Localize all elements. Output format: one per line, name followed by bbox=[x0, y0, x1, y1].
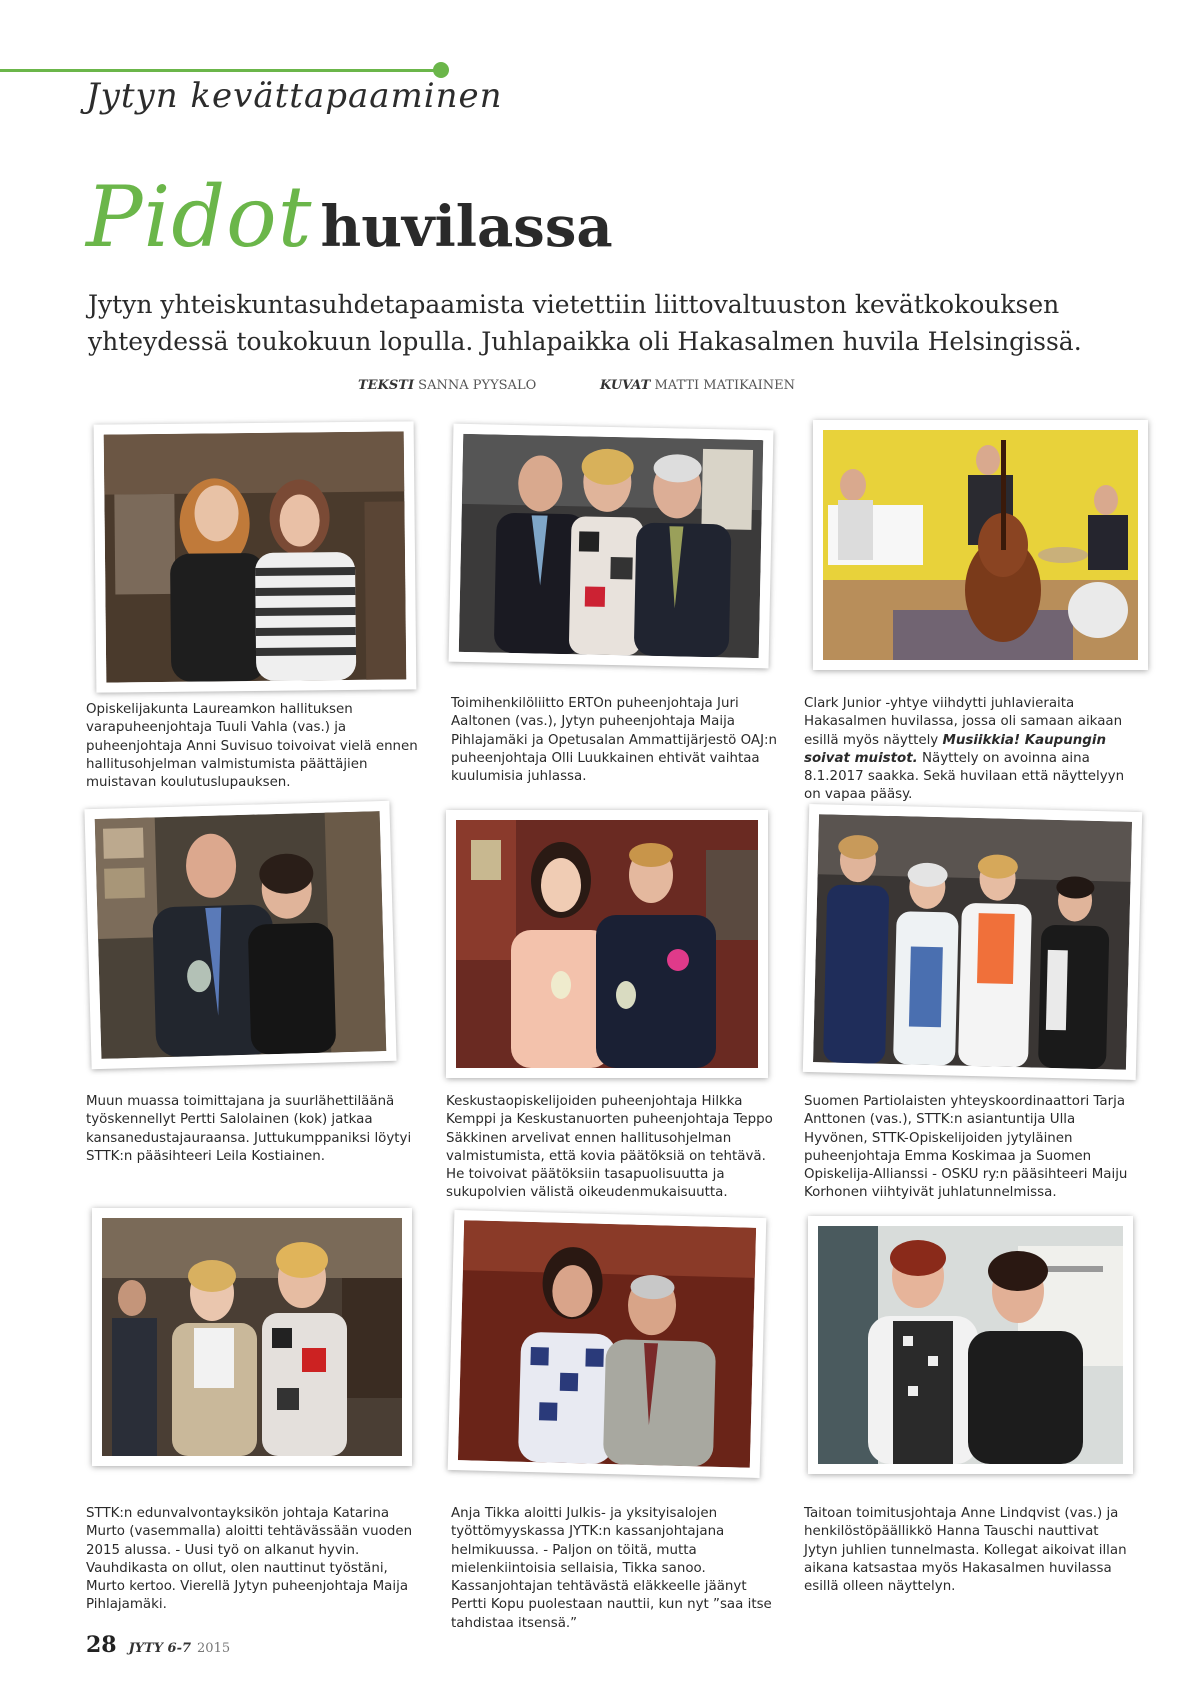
caption-3-exhibition: Musiikkia! Kaupungin soivat muistot. bbox=[804, 732, 1107, 766]
caption-1-text: Opiskelijakunta Laureamkon hallituksen varapuheenjohtaja Tuuli Vahla (vas.) ja puheenjohtaja Anni Suvisuo toivoivat vielä ennen hallitusohjelman valmistumista päättäjien muistavan koulutuslupauksen. bbox=[86, 702, 418, 791]
caption-2-text: Toimihenkilöliitto ERTOn puheenjohtaja Juri Aaltonen (vas.), Jytyn puheenjohtaja Maija Pihlajamäki ja Opetusalan Ammattijärjestö OAJ:n puheenjohtaja Olli Luukkainen ehtivät vaihtaa kuulumisia juhlassa. bbox=[451, 696, 778, 785]
caption-6-text: Suomen Partiolaisten yhteyskoordinaattori Tarja Anttonen (vas.), STTK:n asiantuntija Ulla Hyvönen, STTK-Opiskelijoiden jytyläinen puheenjohtaja Emma Koskimaa ja Suomen Opiskelija-Allianssi - OSKU ry:n pääsihteeri Maiju Korhonen viihtyivät juhlatunnelmissa. bbox=[804, 1094, 1128, 1201]
photo-3-image bbox=[823, 430, 1138, 660]
photo-2-image bbox=[459, 434, 763, 658]
magazine-year: 2015 bbox=[197, 1641, 231, 1656]
caption-3-part-a: Clark Junior -yhtye viihdytti juhlavieraita Hakasalmen huvilassa, jossa oli samaan aikaan esillä myös näyttely bbox=[804, 696, 1123, 748]
photo-1-image bbox=[104, 431, 407, 682]
headline-rest: huvilassa bbox=[320, 194, 613, 260]
photo-5-image bbox=[456, 820, 758, 1068]
caption-8-text: Anja Tikka aloitti Julkis- ja yksityisalojen työttömyyskassa JYTK:n kassanjohtajana helmikuussa. - Paljon on töitä, mutta mielenkiintoisia sellaisia, Tikka sanoo. Kassanjohtajan tehtävästä eläkkeelle jäänyt Pertti Kopu puolestaan nauttii, kun nyt ”saa itse tahdistaa itsensä.” bbox=[451, 1506, 772, 1631]
caption-7-text: STTK:n edunvalvontayksikön johtaja Katarina Murto (vasemmalla) aloitti tehtävässään vuoden 2015 alussa. - Uusi työ on alkanut hyvin. Vauhdikasta on ollut, olen nauttinut työstäni, Murto kertoo. Vierellä Jytyn puheenjohtaja Maija Pihlajamäki. bbox=[86, 1506, 413, 1613]
photo-5 bbox=[446, 810, 768, 1078]
photo-7-image bbox=[102, 1218, 402, 1456]
text-credit-author: SANNA PYYSALO bbox=[418, 378, 537, 393]
caption-7 bbox=[86, 1505, 421, 1615]
caption-3 bbox=[804, 695, 1134, 805]
photo-credit bbox=[600, 378, 795, 393]
photo-credit-label: KUVAT bbox=[600, 378, 651, 393]
caption-2 bbox=[451, 695, 786, 786]
caption-4-text: Muun muassa toimittajana ja suurlähettiläänä työskennellyt Pertti Salolainen (kok) jatkaa kansanedustajauraansa. Juttukumppaniksi löytyi STTK:n pääsihteeri Leila Kostiainen. bbox=[86, 1094, 412, 1164]
lead-line-1: Jytyn yhteiskuntasuhdetapaamista vietettiin liittovaltuuston kevätkokouksen bbox=[88, 290, 1060, 319]
section-title: Jytyn kevättapaaminen bbox=[86, 76, 503, 116]
caption-3-part-b: Näyttely on avoinna aina 8.1.2017 saakka. Sekä huvilaan että näyttelyyn on vapaa pääsy. bbox=[804, 750, 1125, 803]
caption-3-text bbox=[804, 695, 1134, 805]
photo-1 bbox=[94, 421, 417, 692]
headline-accent: Pidot bbox=[86, 168, 313, 266]
caption-1 bbox=[86, 701, 421, 792]
caption-6 bbox=[804, 1093, 1134, 1203]
page-footer bbox=[86, 1632, 230, 1658]
headline bbox=[86, 168, 613, 266]
photo-9-image bbox=[818, 1226, 1123, 1464]
photo-6 bbox=[803, 804, 1142, 1080]
photo-8-image bbox=[458, 1220, 756, 1468]
photo-7 bbox=[92, 1208, 412, 1466]
caption-5-text: Keskustaopiskelijoiden puheenjohtaja Hilkka Kemppi ja Keskustanuorten puheenjohtaja Teppo Säkkinen arvelivat ennen hallitusohjelman valmistumista, että kovia päätöksiä on tehtävä. He toivoivat päätöksiin tasapuolisuutta ja sukupolvien välistä oikeudenmukaisuutta. bbox=[446, 1094, 773, 1201]
caption-9-text: Taitoan toimitusjohtaja Anne Lindqvist (vas.) ja henkilöstöpäällikkö Hanna Tauschi nauttivat Jytyn juhlien tunnelmasta. Kollegat aikoivat illan aikana katsastaa myös Hakasalmen huvilassa esillä olleen näyttelyn. bbox=[804, 1506, 1127, 1595]
photo-8 bbox=[448, 1210, 767, 1478]
caption-8 bbox=[451, 1505, 786, 1633]
text-credit bbox=[358, 378, 536, 393]
photo-3 bbox=[813, 420, 1148, 670]
caption-4 bbox=[86, 1093, 421, 1166]
text-credit-label: TEKSTI bbox=[358, 378, 415, 393]
lead-line-2: yhteydessä toukokuun lopulla. Juhlapaikka oli Hakasalmen huvila Helsingissä. bbox=[88, 327, 1082, 356]
caption-5 bbox=[446, 1093, 781, 1203]
photo-4-image bbox=[95, 811, 387, 1059]
photo-2 bbox=[449, 424, 774, 669]
photo-6-image bbox=[813, 814, 1132, 1070]
photo-4 bbox=[84, 801, 396, 1069]
page-number: 28 bbox=[86, 1632, 117, 1658]
magazine-name: JYTY 6-7 bbox=[128, 1641, 192, 1656]
caption-9 bbox=[804, 1505, 1134, 1596]
photo-9 bbox=[808, 1216, 1133, 1474]
header-rule bbox=[0, 69, 440, 72]
lead-paragraph bbox=[88, 286, 1128, 360]
photo-credit-author: MATTI MATIKAINEN bbox=[654, 378, 796, 393]
